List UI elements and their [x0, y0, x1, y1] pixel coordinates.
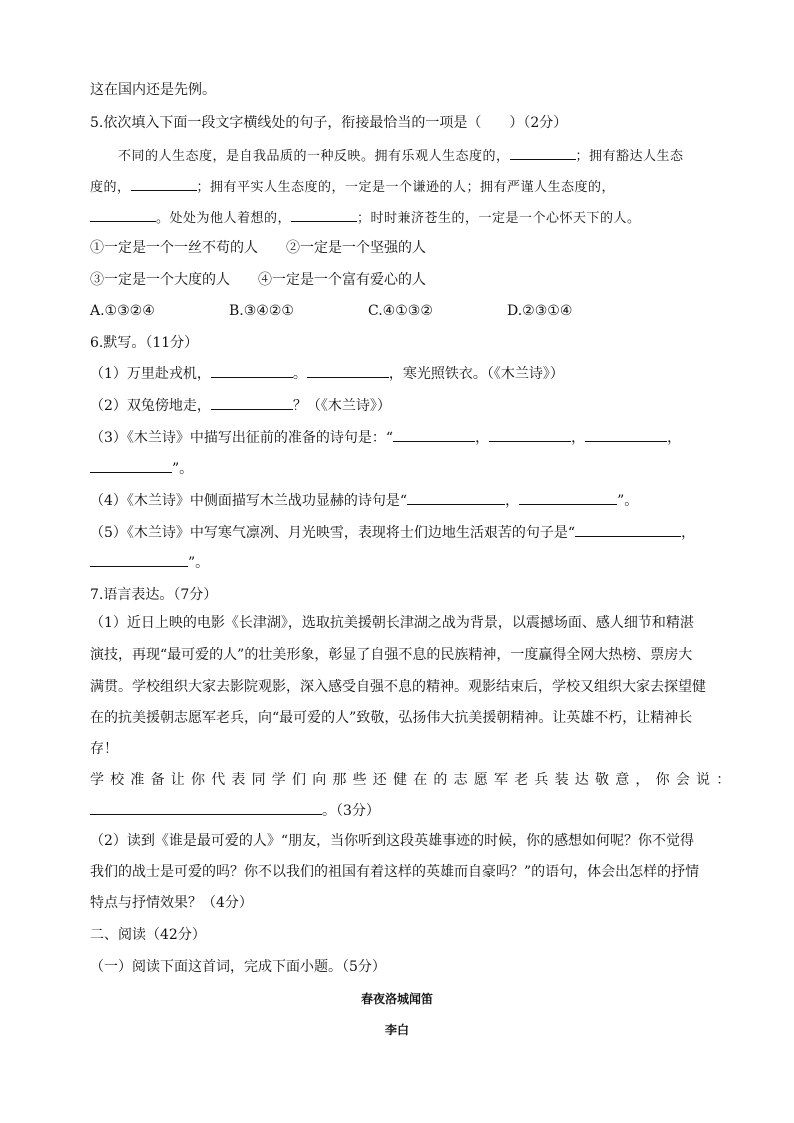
answer-blank[interactable] [90, 800, 322, 815]
q5-options-3-4: ③一定是一个大度的人 ④一定是一个富有爱心的人 [90, 272, 426, 288]
section-2-sub-heading: （一）阅读下面这首词，完成下面小题。（5分） [90, 959, 386, 975]
item-text: ， [475, 430, 490, 446]
answer-blank[interactable] [90, 458, 172, 473]
q7-prompt: 学校准备让你代表同学们向那些还健在的志愿军老兵装达敬意，你会说： [90, 772, 737, 788]
q6-item-2 [90, 395, 391, 416]
q7-paragraph-line: （1）近日上映的电影《长津湖》，选取抗美援朝长津湖之战为背景，以震撼场面、感人细节和精湛 [90, 615, 694, 631]
answer-blank[interactable] [211, 395, 293, 410]
item-text: ，寒光照铁衣。（《木兰诗》） [388, 366, 564, 382]
passage-text: 。处处为他人着想的， [156, 211, 292, 226]
question-5-text: 5.依次填入下面一段文字横线处的句子，衔接最恰当的一项是（ ）（2分） [90, 115, 568, 131]
q5-passage-line-2 [90, 176, 615, 198]
item-text: ”。 [188, 555, 210, 571]
q6-item-5-line-2 [90, 552, 209, 573]
q6-item-1 [90, 363, 564, 384]
choice-b[interactable]: B.③④②① [229, 303, 294, 319]
answer-blank[interactable] [291, 207, 357, 222]
answer-blank[interactable] [90, 552, 188, 567]
question-6-heading: 6.默写。（11分） [90, 335, 199, 351]
q7-item-2-line: 我们的战士是可爱的吗？你不以我们的祖国有着这样的英雄而自豪吗？”的语句，体会出怎样的抒情 [90, 864, 700, 880]
item-text: （2）双兔傍地走， [90, 398, 211, 414]
q7-paragraph-line: 在的抗美援朝志愿军老兵，向“最可爱的人”致敬，弘扬伟大抗美援朝精神。让英雄不朽，让精神长 [90, 710, 693, 726]
choice-a[interactable]: A.①③②④ [90, 303, 155, 319]
passage-text: ；拥有平实人生态度的，一定是一个谦逊的人；拥有严谨人生态度的， [196, 180, 616, 195]
choice-c[interactable]: C.④①③② [368, 303, 433, 319]
q6-item-3-line-2 [90, 458, 193, 479]
q7-paragraph-line: 存！ [90, 741, 118, 757]
q7-item-2-line: （2）读到《谁是最可爱的人》“朋友，当你听到这段英雄事迹的时候，你的感想如何呢？你不觉得 [90, 833, 695, 849]
item-text: ”。 [172, 461, 194, 477]
item-text: ， [667, 430, 682, 446]
answer-blank[interactable] [489, 427, 571, 442]
q6-item-5-line-1 [90, 522, 695, 543]
text-line: 这在国内还是先例。 [90, 82, 216, 98]
item-text: （4）《木兰诗》中侧面描写木兰战功显赫的诗句是“ [90, 493, 408, 509]
q6-item-4 [90, 490, 638, 511]
item-text: 。 [292, 366, 307, 382]
q7-paragraph-line: 演技，再现“最可爱的人”的壮美形象，彰显了自强不息的民族精神，一度赢得全网大热榜、票房大 [90, 647, 693, 663]
q7-paragraph-line: 满贯。学校组织大家去影院观影，深入感受自强不息的精神。观影结束后，学校又组织大家去探望健 [90, 679, 706, 695]
answer-blank[interactable] [393, 427, 475, 442]
item-text: （5）《木兰诗》中写寒气凛冽、月光映雪，表现将士们边地生活艰苦的句子是“ [90, 525, 576, 541]
question-5-heading [90, 113, 567, 133]
q6-item-3-line-1 [90, 427, 681, 448]
item-text: 。（3分） [322, 803, 380, 819]
answer-blank[interactable] [519, 490, 617, 505]
item-text: （1）万里赴戎机， [90, 366, 211, 382]
answer-blank[interactable] [307, 363, 389, 378]
q5-passage-line-3 [90, 207, 641, 229]
answer-blank[interactable] [510, 145, 576, 160]
answer-blank[interactable] [575, 522, 681, 537]
answer-blank[interactable] [131, 176, 197, 191]
item-text: ， [681, 525, 696, 541]
item-text: ”。 [617, 493, 639, 509]
q5-passage-line-1 [118, 145, 684, 167]
q7-item-2-line: 特点与抒情效果？（4分） [90, 895, 253, 911]
q5-options-1-2: ①一定是一个一丝不苟的人 ②一定是一个坚强的人 [90, 240, 426, 256]
poem-author: 李白 [384, 1023, 409, 1037]
poem-title: 春夜洛城闻笛 [360, 992, 433, 1006]
item-text: ， [571, 430, 586, 446]
answer-blank[interactable] [90, 207, 156, 222]
item-text: ？（《木兰诗》） [292, 398, 391, 414]
item-text: ， [505, 493, 520, 509]
passage-text: ；拥有豁达人生态 [575, 149, 684, 164]
passage-text: 度的， [90, 180, 131, 195]
item-text: （3）《木兰诗》中描写出征前的准备的诗句是：“ [90, 430, 394, 446]
section-2-heading: 二、阅读（42分） [90, 927, 206, 943]
answer-blank[interactable] [585, 427, 667, 442]
answer-blank[interactable] [407, 490, 505, 505]
choice-d[interactable]: D.②③①④ [507, 303, 573, 319]
passage-text: 不同的人生态度，是自我品质的一种反映。拥有乐观人生态度的， [118, 149, 510, 164]
answer-blank[interactable] [211, 363, 293, 378]
question-7-heading: 7.语言表达。（7分） [90, 587, 218, 603]
passage-text: ；时时兼济苍生的，一定是一个心怀天下的人。 [357, 211, 641, 226]
q7-answer-line [90, 800, 380, 821]
